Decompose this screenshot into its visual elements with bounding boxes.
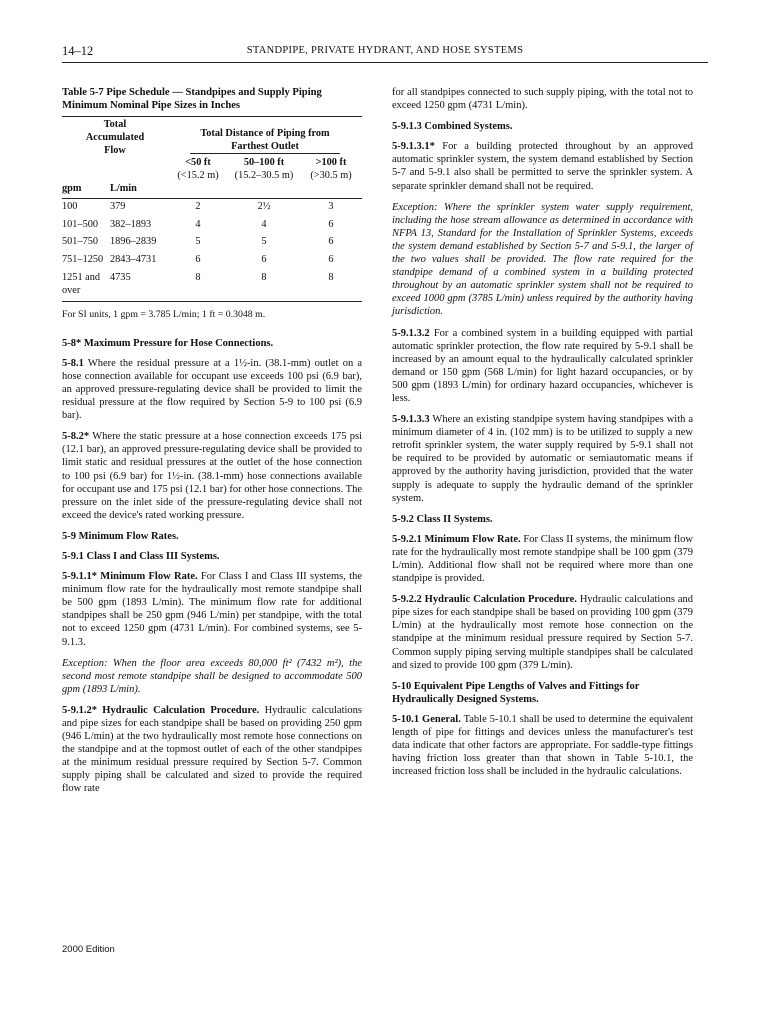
table-row: 100 379 2 2½ 3 [62, 200, 334, 212]
col-dist-3: >100 ft (>30.5 m) [310, 157, 352, 182]
running-title: STANDPIPE, PRIVATE HYDRANT, AND HOSE SYSTEMS [246, 45, 524, 56]
table-row: 101–500 382–1893 4 4 6 [62, 218, 334, 230]
col-group-flow: Total Accumulated Flow [62, 117, 168, 158]
paragraph-5-9-1-1: 5-9.1.1* Minimum Flow Rate. For Class I and Class III systems, the minimum flow rate for the hydraulically most remote standpipe shall be 500 gpm (1893 L/min). The minimum flow rate for additional standpipes shall be 250 gpm (946 L/min) per standpipe, with the total not to exceed 1250 gpm (4731 L/min). For combined systems, see 5-9.1.3. [62, 571, 362, 648]
header-rule [62, 62, 708, 63]
paragraph-5-9-1-3-1: 5-9.1.3.1* For a building protected throughout by an approved automatic sprinkler system, the system demand established by Section 5-7 and 5-9.1 also shall be permitted to serve the sprinkler system. A separate sprinkler demand shall not be required. [392, 141, 693, 192]
table-row: 751–1250 2843–4731 6 6 6 [62, 254, 334, 266]
table-row: 501–750 1896–2839 5 5 6 [62, 236, 334, 248]
section-5-9-2-heading: 5-9.2 Class II Systems. [392, 513, 493, 525]
paragraph-5-9-2-2: 5-9.2.2 Hydraulic Calculation Procedure. Hydraulic calculations and pipe sizes for each standpipe shall be based on providing 100 gpm (379 L/min) at the hydraulically most remote hose connection on the standpipe at the minimum residual pressure required by Section 5-7. Common supply piping serving multiple standpipes shall be calculated and sized to provide 100 gpm (379 L/min). [392, 594, 694, 671]
table-title: Table 5-7 Pipe Schedule — Standpipes and Supply Piping Minimum Nominal Pipe Sizes in Inches [62, 87, 322, 111]
paragraph-5-9-1-2: 5-9.1.2* Hydraulic Calculation Procedure. Hydraulic calculations and pipe sizes for each standpipe shall be based on providing 250 gpm (946 L/min) at the two hydraulically most remote hose connections on the standpipe and at the topmost outlet of each of the other standpipes at the minimum residual pressure required by Section 5-7. Common supply piping shall be calculated and sized to provide the required flow rate [62, 704, 363, 795]
col-gpm: gpm [62, 183, 110, 198]
exception-5-9-1-1: Exception: When the floor area exceeds 80,000 ft² (7432 m²), the second most remote standpipe shall be designed to accommodate 500 gpm (1893 L/min). [62, 657, 362, 695]
section-5-9-1-3-heading: 5-9.1.3 Combined Systems. [392, 121, 513, 133]
pipe-schedule-table [62, 116, 362, 302]
col-dist-1: <50 ft (<15.2 m) [177, 157, 219, 182]
paragraph-5-8-2: 5-8.2* Where the static pressure at a hose connection exceeds 175 psi (12.1 bar), an approved pressure-regulating device shall be provided to limit static and residual pressures at the outlet of the hose connection to 100 psi (6.9 bar) for 1½-in. (38.1-mm) hose connections available for occupant use and 175 psi (12.1 bar) for other hose connections. The pressure on the inlet side of the pressure-regulating device shall not exceed the device's rated working pressure. [62, 431, 363, 521]
paragraph-5-8-1: 5-8.1 Where the residual pressure at a 1½-in. (38.1-mm) outlet on a hose connection available for occupant use exceeds 100 psi (6.9 bar), an approved pressure-regulating device shall be provided to limit the residual pressure at the flow required by Section 5-9 to 100 psi (6.9 bar). [62, 357, 362, 422]
exception-5-9-1-3-1: Exception: Where the sprinkler system water supply requirement, including the hose stream allowance as determined in accordance with NFPA 13, Standard for the Installation of Sprinkler Systems, exceeds the system demand established by Section 5-7 and 5-9.1, the larger of the two values shall be provided. The flow rate required for the standpipe demand of a combined system in a building protected throughout by an automatic sprinkler system shall not be required to exceed 1000 gpm (3785 L/min) unless required by the authority having jurisdiction. [392, 201, 693, 318]
right-column [392, 86, 693, 786]
left-column [62, 86, 362, 804]
col-lmin: L/min [110, 183, 168, 198]
edition-footer: 2000 Edition [62, 944, 115, 955]
table-note: For SI units, 1 gpm = 3.785 L/min; 1 ft = 0.3048 m. [62, 308, 266, 320]
section-5-9-1-heading: 5-9.1 Class I and Class III Systems. [62, 550, 220, 562]
section-5-9-heading: 5-9 Minimum Flow Rates. [62, 530, 179, 542]
section-5-10-heading: 5-10 Equivalent Pipe Lengths of Valves and Fittings for Hydraulically Designed Systems. [392, 680, 640, 705]
table-row: 1251 and over 4735 8 8 8 [62, 270, 362, 301]
paragraph-5-9-1-3-2: 5-9.1.3.2 For a combined system in a building equipped with partial automatic sprinkler protection, the flow rate required by 5-9.1 shall be increased by an amount equal to the hydraulically calculated sprinkler demand or 150 gpm (568 L/min) for light hazard occupancies, or by 500 gpm (1893 L/min) for ordinary hazard occupancies, whichever is less. [392, 327, 694, 404]
paragraph-5-10-1: 5-10.1 General. Table 5-10.1 shall be used to determine the equivalent length of pipe for fittings and devices unless the manufacturer's test data indicate that other factors are appropriate. For saddle-type fittings having friction loss greater than that shown in Table 5-10.1, the increased friction loss shall be included in the hydraulic calculations. [392, 713, 694, 778]
page-number: 14–12 [62, 44, 94, 58]
paragraph-5-9-1-3-3: 5-9.1.3.3 Where an existing standpipe system having standpipes with a minimum diameter of 4 in. (102 mm) is to be utilized to supply a new retrofit sprinkler system, the water supply required by 5-9.1 shall not be required to be provided by automatic or semiautomatic means if approved by the authority having jurisdiction, provided that the water supply is adequate to supply the hydraulic demand of the sprinkler system. [392, 414, 694, 504]
page-header [62, 44, 708, 62]
paragraph-5-9-2-1: 5-9.2.1 Minimum Flow Rate. For Class II systems, the minimum flow rate for the hydraulically most remote standpipe shall be 100 gpm (379 L/min). Additional flow shall not be required where more than one standpipe is provided. [392, 533, 693, 585]
col-dist-2: 50–100 ft (15.2–30.5 m) [234, 157, 294, 182]
col-group-distance: Total Distance of Piping from Farthest Outlet [168, 117, 362, 158]
section-5-8-heading: 5-8* Maximum Pressure for Hose Connections. [62, 337, 274, 349]
paragraph-continued: for all standpipes connected to such supply piping, with the total not to exceed 1250 gpm (4731 L/min). [392, 87, 693, 112]
